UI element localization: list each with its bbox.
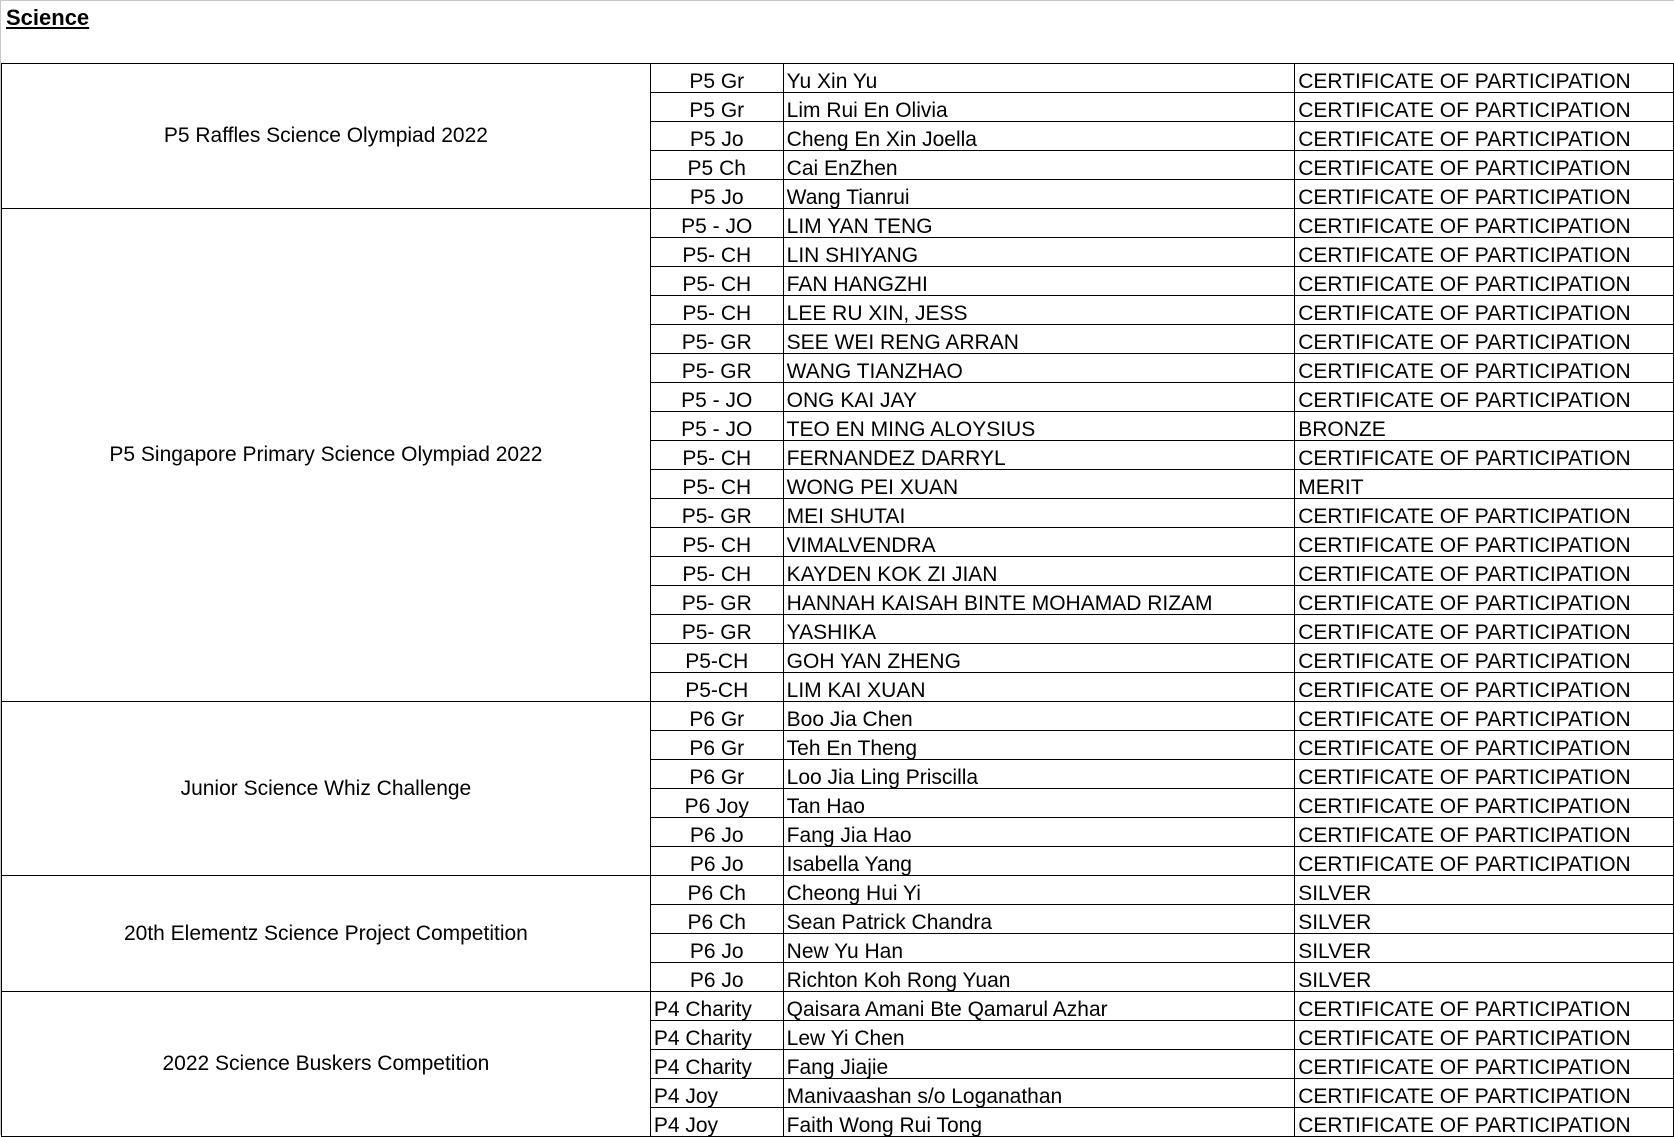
class-cell: P5- GR <box>650 586 783 615</box>
award-cell: CERTIFICATE OF PARTICIPATION <box>1295 1050 1674 1079</box>
student-name-cell: Wang Tianrui <box>783 180 1295 209</box>
class-cell: P6 Joy <box>650 789 783 818</box>
student-name-cell: MEI SHUTAI <box>783 499 1295 528</box>
table-row <box>2 702 1674 731</box>
class-cell: P6 Ch <box>650 905 783 934</box>
class-cell: P5 Jo <box>650 180 783 209</box>
class-cell: P5 - JO <box>650 383 783 412</box>
student-name-cell: GOH YAN ZHENG <box>783 644 1295 673</box>
class-cell: P4 Joy <box>650 1108 783 1137</box>
student-name-cell: Teh En Theng <box>783 731 1295 760</box>
class-cell: P6 Gr <box>650 760 783 789</box>
page-title: Science <box>6 5 90 30</box>
student-name-cell: New Yu Han <box>783 934 1295 963</box>
student-name-cell: Tan Hao <box>783 789 1295 818</box>
class-cell: P5- CH <box>650 470 783 499</box>
student-name-cell: Fang Jia Hao <box>783 818 1295 847</box>
class-cell: P6 Jo <box>650 818 783 847</box>
award-cell: CERTIFICATE OF PARTICIPATION <box>1295 847 1674 876</box>
student-name-cell: Lew Yi Chen <box>783 1021 1295 1050</box>
award-cell: MERIT <box>1295 470 1674 499</box>
award-cell: SILVER <box>1295 934 1674 963</box>
student-name-cell: Manivaashan s/o Loganathan <box>783 1079 1295 1108</box>
table-row <box>2 876 1674 905</box>
class-cell: P5 Gr <box>650 64 783 93</box>
class-cell: P5-CH <box>650 644 783 673</box>
award-cell: CERTIFICATE OF PARTICIPATION <box>1295 209 1674 238</box>
award-cell: CERTIFICATE OF PARTICIPATION <box>1295 992 1674 1021</box>
award-cell: CERTIFICATE OF PARTICIPATION <box>1295 180 1674 209</box>
student-name-cell: ONG KAI JAY <box>783 383 1295 412</box>
award-cell: CERTIFICATE OF PARTICIPATION <box>1295 93 1674 122</box>
table-row <box>2 992 1674 1021</box>
competition-cell: Junior Science Whiz Challenge <box>2 702 651 876</box>
award-cell: CERTIFICATE OF PARTICIPATION <box>1295 1108 1674 1137</box>
student-name-cell: Fang Jiajie <box>783 1050 1295 1079</box>
award-cell: CERTIFICATE OF PARTICIPATION <box>1295 644 1674 673</box>
student-name-cell: Isabella Yang <box>783 847 1295 876</box>
competition-cell: 20th Elementz Science Project Competition <box>2 876 651 992</box>
class-cell: P4 Charity <box>650 1021 783 1050</box>
student-name-cell: HANNAH KAISAH BINTE MOHAMAD RIZAM <box>783 586 1295 615</box>
table-row <box>2 209 1674 238</box>
class-cell: P5- CH <box>650 441 783 470</box>
student-name-cell: WONG PEI XUAN <box>783 470 1295 499</box>
student-name-cell: Sean Patrick Chandra <box>783 905 1295 934</box>
award-cell: CERTIFICATE OF PARTICIPATION <box>1295 441 1674 470</box>
class-cell: P5 Gr <box>650 93 783 122</box>
award-cell: CERTIFICATE OF PARTICIPATION <box>1295 586 1674 615</box>
class-cell: P6 Jo <box>650 847 783 876</box>
student-name-cell: Lim Rui En Olivia <box>783 93 1295 122</box>
award-cell: CERTIFICATE OF PARTICIPATION <box>1295 296 1674 325</box>
class-cell: P6 Gr <box>650 702 783 731</box>
award-cell: CERTIFICATE OF PARTICIPATION <box>1295 789 1674 818</box>
student-name-cell: FERNANDEZ DARRYL <box>783 441 1295 470</box>
award-cell: CERTIFICATE OF PARTICIPATION <box>1295 499 1674 528</box>
class-cell: P5- CH <box>650 296 783 325</box>
table-row <box>2 64 1674 93</box>
class-cell: P6 Ch <box>650 876 783 905</box>
class-cell: P5 - JO <box>650 209 783 238</box>
class-cell: P5- GR <box>650 325 783 354</box>
class-cell: P4 Joy <box>650 1079 783 1108</box>
class-cell: P5- GR <box>650 354 783 383</box>
award-cell: SILVER <box>1295 905 1674 934</box>
class-cell: P5-CH <box>650 673 783 702</box>
class-cell: P5- GR <box>650 499 783 528</box>
class-cell: P5- CH <box>650 267 783 296</box>
award-cell: CERTIFICATE OF PARTICIPATION <box>1295 557 1674 586</box>
student-name-cell: Yu Xin Yu <box>783 64 1295 93</box>
student-name-cell: Cai EnZhen <box>783 151 1295 180</box>
award-cell: CERTIFICATE OF PARTICIPATION <box>1295 122 1674 151</box>
award-cell: CERTIFICATE OF PARTICIPATION <box>1295 1021 1674 1050</box>
award-cell: CERTIFICATE OF PARTICIPATION <box>1295 818 1674 847</box>
award-cell: CERTIFICATE OF PARTICIPATION <box>1295 64 1674 93</box>
award-cell: CERTIFICATE OF PARTICIPATION <box>1295 1079 1674 1108</box>
award-cell: CERTIFICATE OF PARTICIPATION <box>1295 383 1674 412</box>
award-cell: CERTIFICATE OF PARTICIPATION <box>1295 528 1674 557</box>
student-name-cell: LIM KAI XUAN <box>783 673 1295 702</box>
student-name-cell: Richton Koh Rong Yuan <box>783 963 1295 992</box>
award-cell: CERTIFICATE OF PARTICIPATION <box>1295 354 1674 383</box>
award-cell: CERTIFICATE OF PARTICIPATION <box>1295 238 1674 267</box>
student-name-cell: KAYDEN KOK ZI JIAN <box>783 557 1295 586</box>
competition-cell: 2022 Science Buskers Competition <box>2 992 651 1137</box>
award-cell: CERTIFICATE OF PARTICIPATION <box>1295 673 1674 702</box>
class-cell: P4 Charity <box>650 992 783 1021</box>
class-cell: P6 Jo <box>650 934 783 963</box>
student-name-cell: TEO EN MING ALOYSIUS <box>783 412 1295 441</box>
student-name-cell: LIM YAN TENG <box>783 209 1295 238</box>
award-cell: SILVER <box>1295 876 1674 905</box>
student-name-cell: Faith Wong Rui Tong <box>783 1108 1295 1137</box>
competition-cell: P5 Raffles Science Olympiad 2022 <box>2 64 651 209</box>
award-cell: CERTIFICATE OF PARTICIPATION <box>1295 267 1674 296</box>
student-name-cell: LIN SHIYANG <box>783 238 1295 267</box>
class-cell: P5 Ch <box>650 151 783 180</box>
student-name-cell: SEE WEI RENG ARRAN <box>783 325 1295 354</box>
student-name-cell: Qaisara Amani Bte Qamarul Azhar <box>783 992 1295 1021</box>
class-cell: P6 Jo <box>650 963 783 992</box>
student-name-cell: FAN HANGZHI <box>783 267 1295 296</box>
award-cell: CERTIFICATE OF PARTICIPATION <box>1295 615 1674 644</box>
class-cell: P5 - JO <box>650 412 783 441</box>
student-name-cell: WANG TIANZHAO <box>783 354 1295 383</box>
class-cell: P5- CH <box>650 238 783 267</box>
student-name-cell: VIMALVENDRA <box>783 528 1295 557</box>
student-name-cell: LEE RU XIN, JESS <box>783 296 1295 325</box>
student-name-cell: Loo Jia Ling Priscilla <box>783 760 1295 789</box>
student-name-cell: Cheng En Xin Joella <box>783 122 1295 151</box>
class-cell: P4 Charity <box>650 1050 783 1079</box>
class-cell: P5 Jo <box>650 122 783 151</box>
competition-cell: P5 Singapore Primary Science Olympiad 2022 <box>2 209 651 702</box>
award-cell: BRONZE <box>1295 412 1674 441</box>
student-name-cell: Cheong Hui Yi <box>783 876 1295 905</box>
student-name-cell: Boo Jia Chen <box>783 702 1295 731</box>
class-cell: P5- CH <box>650 528 783 557</box>
award-cell: CERTIFICATE OF PARTICIPATION <box>1295 325 1674 354</box>
award-cell: CERTIFICATE OF PARTICIPATION <box>1295 151 1674 180</box>
award-cell: CERTIFICATE OF PARTICIPATION <box>1295 731 1674 760</box>
class-cell: P6 Gr <box>650 731 783 760</box>
award-cell: CERTIFICATE OF PARTICIPATION <box>1295 702 1674 731</box>
award-cell: SILVER <box>1295 963 1674 992</box>
results-table <box>1 63 1674 1137</box>
class-cell: P5- CH <box>650 557 783 586</box>
class-cell: P5- GR <box>650 615 783 644</box>
award-cell: CERTIFICATE OF PARTICIPATION <box>1295 760 1674 789</box>
student-name-cell: YASHIKA <box>783 615 1295 644</box>
